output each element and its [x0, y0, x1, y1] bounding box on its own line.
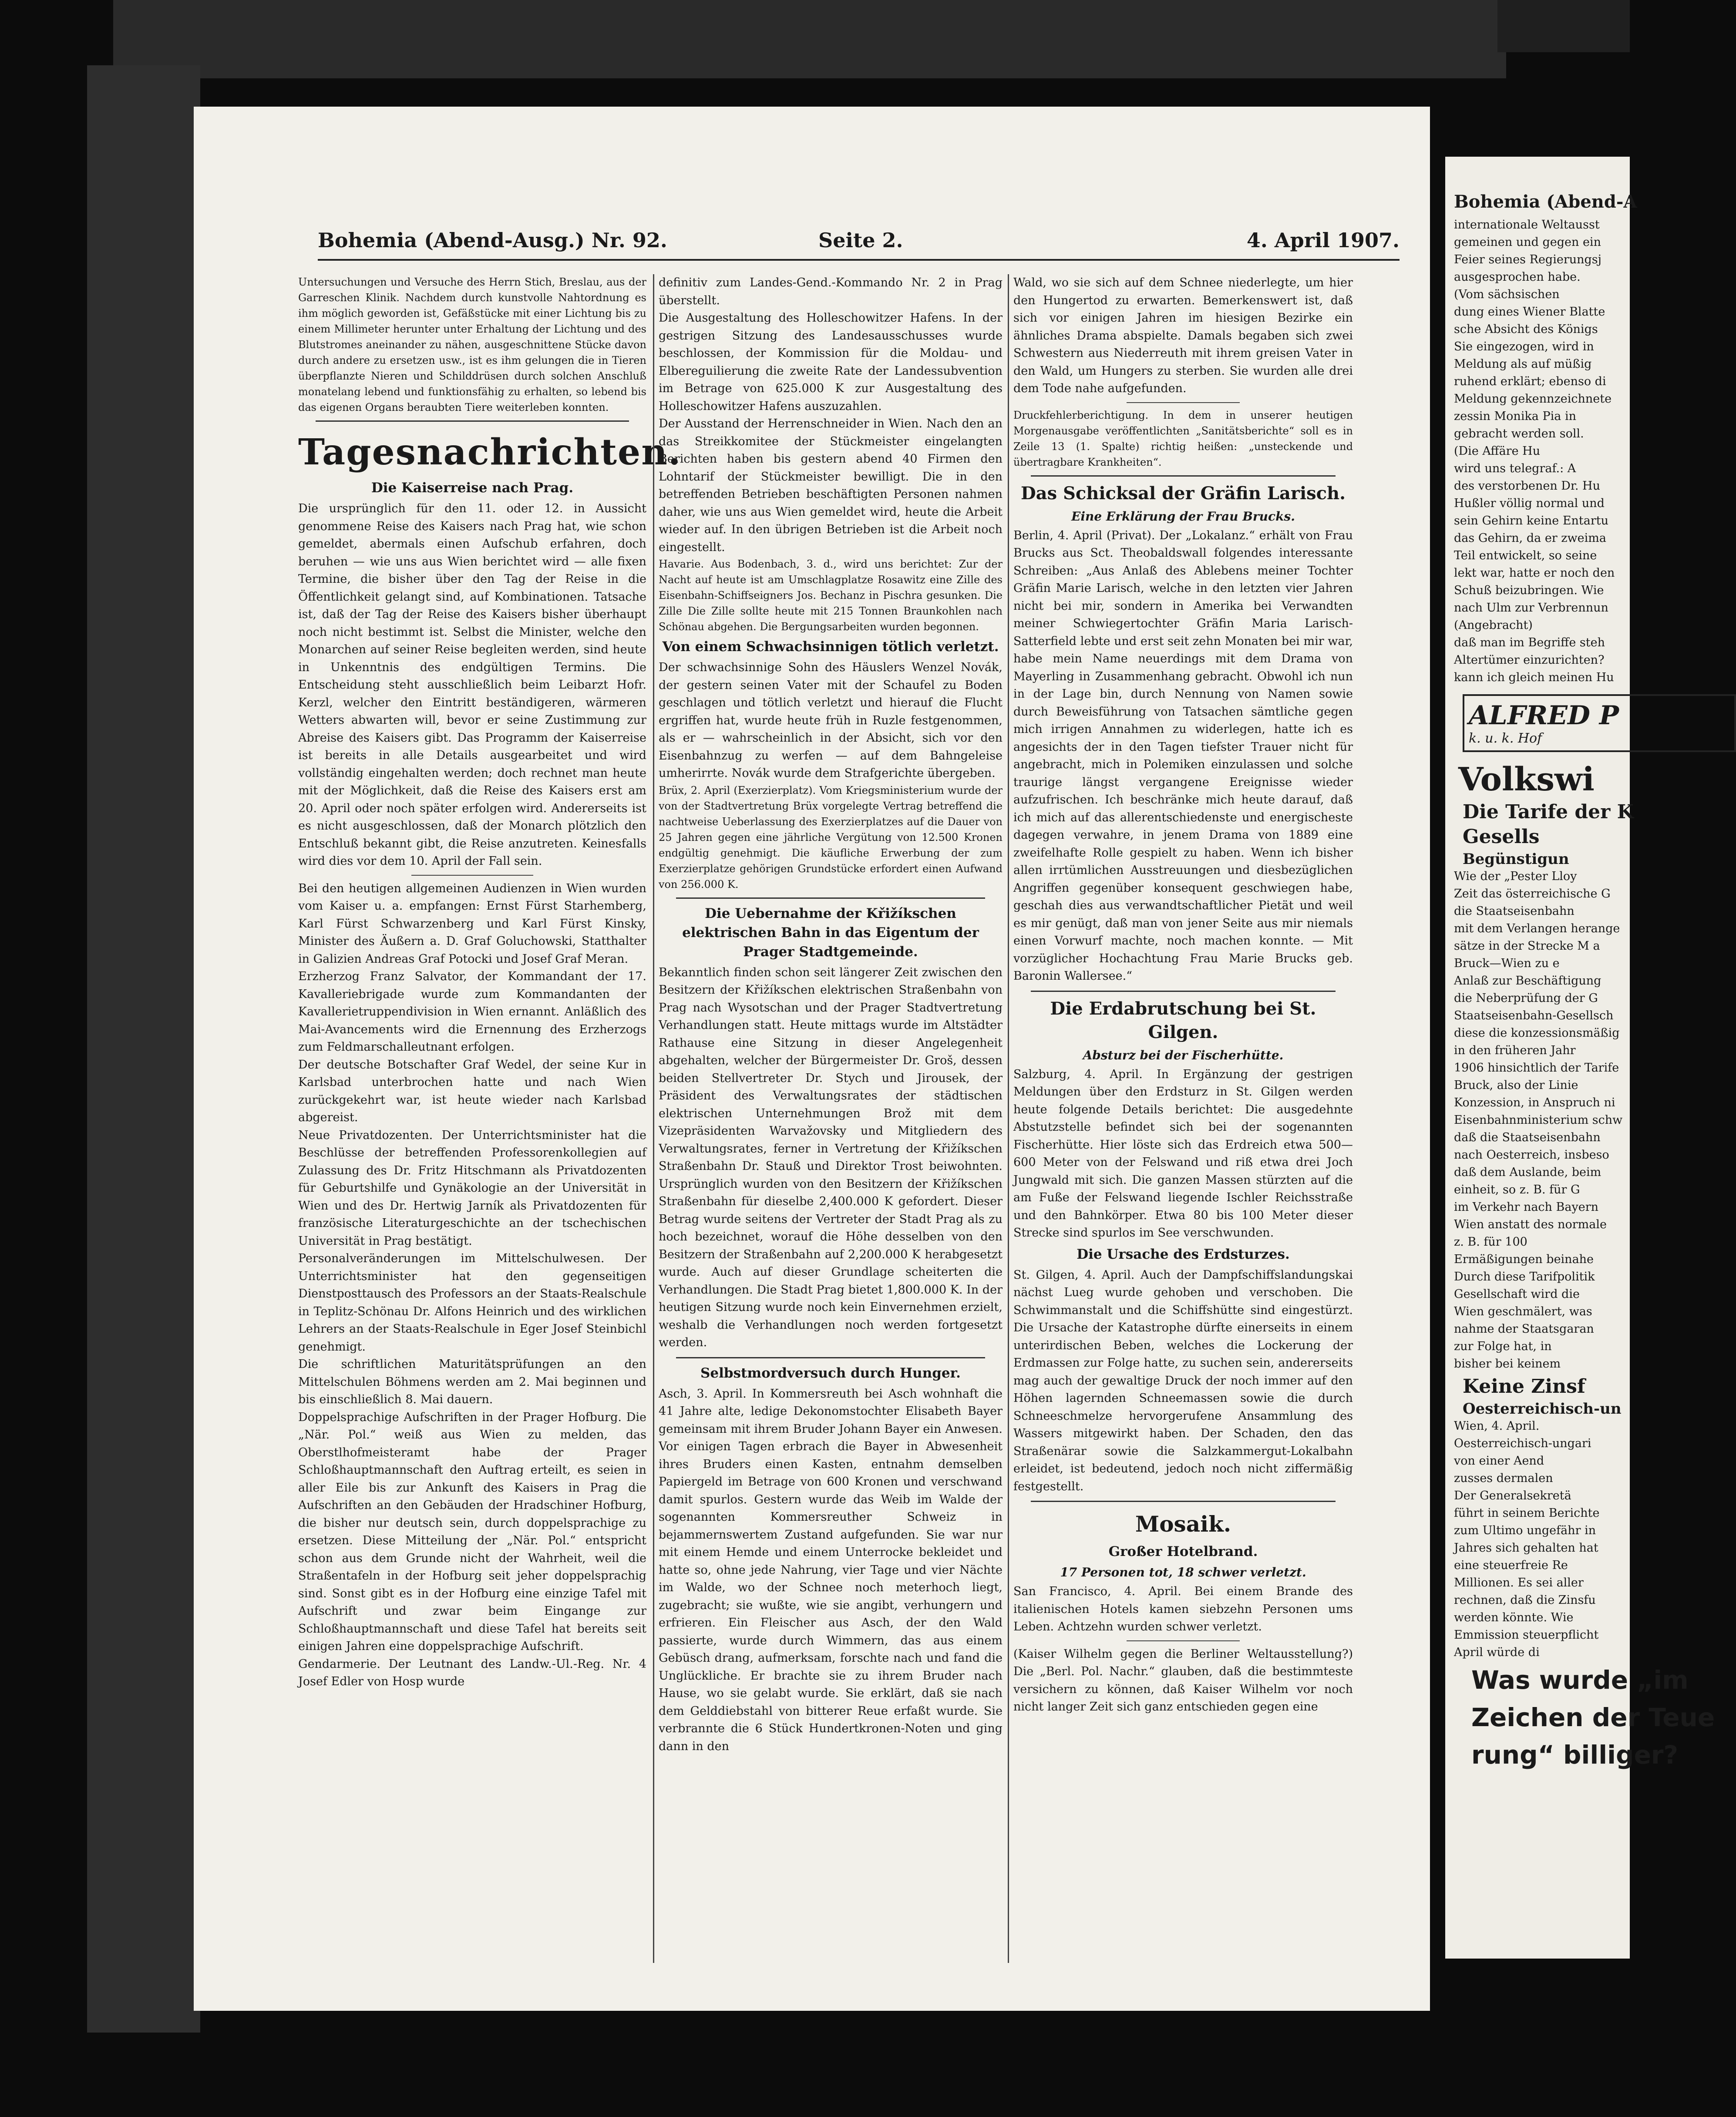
- column-1: [298, 274, 682, 1963]
- text-line: Sie eingezogen, wird in: [1454, 340, 1594, 353]
- article-headline-hotelbrand: Großer Hotelbrand.: [1108, 1544, 1258, 1559]
- article-erzherzog: Erzherzog Franz Salvator, der Kommandant der 17. Kavalleriebrigade wurde zum Kommandanten der Kavallerietruppendivision in Wien ernannt. Anläßlich des Mai-Avancements wird die Ernennung des Erzherzogs zum Feldmarschalleutnant erfolgen.: [298, 970, 646, 1054]
- text-line: Anlaß zur Beschäftigung: [1454, 974, 1601, 988]
- text-line: 1906 hinsichtlich der Tarife: [1454, 1061, 1619, 1075]
- article-body-kaiserreise: Die ursprünglich für den 11. oder 12. in Aussicht genommene Reise des Kaisers nach Prag hat, wie schon gemeldet, abermals einen Aufschub erfahren, doch beruhen — wie uns aus Wien berichtet wird — alle fixen Termine, die bisher über den Tag der Reise in die Öffentlichkeit gelangt sind, auf Kombinationen. Tatsache ist, daß der Tag der Reise des Kaisers bisher überhaupt noch nicht bestimmt ist. Selbst die Minister, welche den Monarchen auf seiner Reise begleiten werden, sind heute in Unkenntnis des endgültigen Termins. Die Entscheidung steht ausschließlich beim Leibarzt Hofr. Kerzl, welcher den Eintritt beständigeren, wärmeren Wetters abwarten will, bevor er seine Zustimmung zur Abreise des Kaisers gibt. Das Programm der Kaiserreise ist bereits in alle Details ausgearbeitet und wird vollständig eingehalten werden; doch rechnet man heute mit der Möglichkeit, daß die Reise des Kaisers erst am 20. April oder noch später erfolgen wird. Andererseits ist es nicht ausgeschlossen, daß der Monarch plötzlich den Entschluß bekannt gibt, die Reise anzutreten. Keinesfalls wird dies vor dem 10. April der Fall sein.: [298, 502, 646, 868]
- text-line: April würde di: [1454, 1646, 1540, 1659]
- text-line: Millionen. Es sei aller: [1454, 1576, 1584, 1589]
- article-body-schwachsinnig: Der schwachsinnige Sohn des Häuslers Wenzel Novák, der gestern seinen Vater mit der Schaufel zu Boden geschlagen und tötlich verletzt und hierauf die Flucht ergriffen hat, wurde heute früh in Ruzle festgenommen, als er — wahrscheinlich in der Absicht, sich vor den Eisenbahnzug zu werfen — auf dem Bahngeleise umherirrte. Novák wurde dem Strafgerichte übergeben.: [659, 661, 1003, 780]
- text-line: Gesellschaft wird die: [1454, 1287, 1580, 1301]
- page-header: [318, 229, 1400, 261]
- text-line: in den früheren Jahr: [1454, 1044, 1576, 1057]
- text-line: gebracht werden soll.: [1454, 427, 1584, 440]
- text-line: die Staatseisenbahn: [1454, 904, 1575, 918]
- article-body-bahn: Bekanntlich finden schon seit längerer Zeit zwischen den Besitzern der Křižíkschen elektrischen Straßenbahn von Prag nach Wysotschan und der Prager Stadtvertretung Verhandlungen statt. Heute mittags wurde im Altstädter Rathause eine Sitzung in dieser Angelegenheit abgehalten, welcher der Bürgermeister Dr. Groš, dessen beiden Stellvertreter Dr. Stych und Jirousek, der Präsident des Verwaltungsrates der städtischen elektrischen Unternehmungen Brož mit dem Vizepräsidenten Warvažovsky und Mitgliedern des Verwaltungsrates, ferner in Vertretung der Křižíkschen Straßenbahn Dr. Stauß und Direktor Trost beiwohnten. Ursprünglich wurden von den Besitzern der Křižíkschen Straßenbahn für dieselbe 2,400.000 K gefordert. Dieser Betrag wurde seitens der Vertreter der Stadt Prag als zu hoch bezeichnet, worauf die Höhe desselben von den Besitzern der Straßenbahn auf 2,200.000 K herabgesetzt wurde. Auch auf dieser Grundlage scheiterten die Verhandlungen. Die Stadt Prag bietet 1,800.000 K. In der heutigen Sitzung wurde noch kein Einvernehmen erzielt, weshalb die Verhandlungen noch werden fortgesetzt werden.: [659, 965, 1003, 1349]
- text-line: eine steuerfreie Re: [1454, 1559, 1568, 1572]
- section-title-tagesnachrichten: Tagesnachrichten.: [298, 431, 682, 473]
- text-line: internationale Weltausst: [1454, 218, 1600, 232]
- text-line: (Vom sächsischen: [1454, 288, 1560, 301]
- text-line: das Gehirn, da er zweima: [1454, 531, 1606, 545]
- divider: [1031, 475, 1336, 477]
- next-page-headline-2: Gesells: [1463, 826, 1540, 848]
- text-line: diese die konzessionsmäßig: [1454, 1026, 1620, 1040]
- text-line: Feier seines Regierungsj: [1454, 253, 1602, 266]
- article-body-erdabrutschung: Salzburg, 4. April. In Ergänzung der gestrigen Meldungen über den Erdsturz in St. Gilgen werden heute folgende Details berichtet: Die ausgedehnte Abstutzstelle befindet sich bei der sogenannten Fischerhütte. Hier löste sich das Erdreich etwa 500—600 Meter von der Felswand und riß etwa drei Joch Jungwald mit sich. Die ganzen Massen stürzten auf die am Fuße der Felswand liegende Ischler Reichsstraße und den Bahnkörper. Etwa 80 bis 100 Meter dieser Strecke sind spurlos im See verschwunden.: [1013, 1067, 1353, 1240]
- text-line: Teil entwickelt, so seine: [1454, 549, 1597, 562]
- article-headline-erdabrutschung: Die Erdabrutschung bei St. Gilgen.: [1050, 998, 1316, 1042]
- text-line: Jahres sich gehalten hat: [1454, 1541, 1598, 1555]
- text-line: daß die Staatseisenbahn: [1454, 1131, 1601, 1144]
- text-line: Oesterreichisch-ungari: [1454, 1437, 1591, 1450]
- text-line: Schuß beizubringen. Wie: [1454, 584, 1604, 597]
- article-body-ursache: St. Gilgen, 4. April. Auch der Dampfschiffslandungskai nächst Lueg wurde gehoben und verschoben. Die Schwimmanstalt und die Schiffshütte sind eingestürzt. Die Ursache der Katastrophe dürfte einerseits in einem unterirdischen Beben, welches die Lockerung der Erdmassen zur Folge hatte, zu suchen sein, andererseits mag auch der gewaltige Druck der noch immer auf den Höhen lagernden Schneemassen sowie die durch Schneeschmelze hervorgerufene Ansammlung des Wassers mitgewirkt haben. Der Schaden, den das Straßenärar sowie die Salzkammergut-Lokalbahn erleidet, ist bedeutend, jedoch noch nicht ziffermäßig festgestellt.: [1013, 1268, 1353, 1493]
- advertisement-box: [1463, 694, 1736, 752]
- next-page-partial: [1445, 157, 1715, 1959]
- article-headline-larisch: Das Schicksal der Gräfin Larisch.: [1020, 483, 1346, 504]
- section-title-mosaik: Mosaik.: [1135, 1511, 1231, 1537]
- text-line: zur Folge hat, in: [1454, 1340, 1552, 1353]
- divider: [1127, 402, 1240, 403]
- next-page-section-title: Volkswi: [1458, 761, 1595, 798]
- article-havarie: Havarie. Aus Bodenbach, 3. d., wird uns berichtet: Zur der Nacht auf heute ist am Umschlagplatze Rosawitz eine Zille des Eisenbahn-Schiffseigners Jos. Bechanz in Pischra gesunken. Die Zille Die Zille sollte heute mit 215 Tonnen Braunkohlen nach Schönau abgehen. Die Bergungsarbeiten wurden begonnen.: [659, 558, 1003, 633]
- article-maturitaet: Die schriftlichen Maturitätsprüfungen an den Mittelschulen Böhmens werden am 2. Mai beginnen und bis einschließlich 8. Mai dauern.: [298, 1358, 646, 1406]
- article-body-hotelbrand: San Francisco, 4. April. Bei einem Brande des italienischen Hotels kamen siebzehn Personen ums Leben. Achtzehn wurden schwer verletzt.: [1013, 1585, 1353, 1633]
- text-line: nach Ulm zur Verbrennun: [1454, 601, 1608, 615]
- text-line: Meldung gekennzeichnete: [1454, 392, 1612, 406]
- text-line: von einer Aend: [1454, 1454, 1544, 1468]
- article-headline-selbstmord: Selbstmordversuch durch Hunger.: [700, 1365, 961, 1381]
- article-ausstand: Der Ausstand der Herrenschneider in Wien. Nach den an das Streikkomitee der Stückmeister eingelangten Berichten haben bis gestern abend 40 Firmen den Lohntarif der Stückmeister bewilligt. Die in den betreffenden Betrieben beschäftigten Personen nahmen daher, wie uns aus Wien gemeldet wird, heute die Arbeit wieder auf. In den übrigen Betrieben ist die Arbeit noch eingestellt.: [659, 417, 1003, 554]
- text-line: Der Generalsekretä: [1454, 1489, 1571, 1502]
- text-line: Staatseisenbahn-Gesellsch: [1454, 1009, 1614, 1022]
- article-hafen: Die Ausgestaltung des Holleschowitzer Hafens. In der gestrigen Sitzung des Landesausschusses wurde beschlossen, der Kommission für die Moldau- und Elbereguilierung die zweite Rate der Landessubvention im Betrage von 625.000 K zur Ausgestaltung des Holleschowitzer Hafens auszuzahlen.: [659, 311, 1003, 413]
- next-page-text-block: [1445, 868, 1630, 1373]
- text-line: gemeinen und gegen ein: [1454, 235, 1601, 249]
- article-botschafter: Der deutsche Botschafter Graf Wedel, der seine Kur in Karlsbad unterbrochen hatte und nach Wien zurückgekehrt war, ist heute wieder nach Karlsbad abgereist.: [298, 1058, 646, 1124]
- ad-text-line: Zeichen der Teue: [1471, 1703, 1715, 1732]
- text-line: Eisenbahnministerium schw: [1454, 1113, 1623, 1127]
- article-continuation: definitiv zum Landes-Gend.-Kommando Nr. 2 in Prag überstellt.: [659, 276, 1003, 307]
- header-page-number: Seite 2.: [818, 229, 903, 252]
- article-personalveraenderungen: Personalveränderungen im Mittelschulwesen. Der Unterrichtsminister hat den gegenseitigen Dienstposttausch des Professors an der Staats-Realschule in Teplitz-Schönau Dr. Alfons Heinrich und des wirklichen Lehrers an der Staats-Realschule in Eger Josef Steinbichl genehmigt.: [298, 1252, 646, 1354]
- header-date: 4. April 1907.: [1246, 229, 1400, 252]
- text-line: Wien, 4. April.: [1454, 1419, 1540, 1433]
- text-line: Konzession, in Anspruch ni: [1454, 1096, 1615, 1109]
- text-line: rechnen, daß die Zinsfu: [1454, 1593, 1596, 1607]
- text-line: einheit, so z. B. für G: [1454, 1183, 1580, 1196]
- next-page-text-block: [1445, 216, 1630, 686]
- article-gendarmerie: Gendarmerie. Der Leutnant des Landw.-Ul.-Reg. Nr. 4 Josef Edler von Hosp wurde: [298, 1657, 646, 1688]
- text-line: z. B. für 100: [1454, 1235, 1527, 1249]
- text-line: kann ich gleich meinen Hu: [1454, 671, 1614, 684]
- film-strip-right: [1497, 0, 1630, 52]
- article-body-selbstmord: Asch, 3. April. In Kommersreuth bei Asch wohnhaft die 41 Jahre alte, ledige Dekonomstochter Elisabeth Bayer gemeinsam mit ihrem Bruder Johann Bayer ein Anwesen. Vor einigen Tagen erbrach die Bayer in Abwesenheit ihres Bruders einen Kasten, entnahm demselben Papiergeld im Betrage von 600 Kronen und verschwand damit spurlos. Gestern wurde das Weib im Walde der sogenannten Kommersreuther Schweiz in bejammernswertem Zustand aufgefunden. Sie war nur mit einem Hemde und einem Unterrocke bekleidet und hatte so, ohne jede Nahrung, vier Tage und vier Nächte im Walde, wo der Schnee noch meterhoch liegt, zugebracht; sie wußte, wie sie angibt, verhungern und erfrieren. Ein Fleischer aus Asch, der den Wald passierte, wurde durch Wimmern, das aus einem Gebüsch drang, aufmerksam, forschte nach und fand die Unglückliche. Er brachte sie zu ihrem Bruder nach Hause, wo sie gelabt wurde. Sie erklärt, daß sie nach dem Gelddiebstahl von bitterer Reue erfaßt wurde. Sie verbrannte die 6 Stück Hundertkronen-Noten und ging dann in den: [659, 1387, 1003, 1753]
- text-line: werden könnte. Wie: [1454, 1611, 1574, 1624]
- text-line: Wien geschmälert, was: [1454, 1305, 1592, 1318]
- column-2: [653, 274, 1003, 1963]
- next-page-subheadline-zinsfuss: Oesterreichisch-un: [1463, 1400, 1622, 1418]
- text-line: führt in seinem Berichte: [1454, 1506, 1600, 1520]
- ad-text-line: rung“ billiger?: [1471, 1740, 1679, 1770]
- text-line: mit dem Verlangen herange: [1454, 922, 1620, 935]
- text-line: zessin Monika Pia in: [1454, 410, 1576, 423]
- divider: [676, 897, 985, 899]
- text-line: ruhend erklärt; ebenso di: [1454, 375, 1606, 388]
- text-line: Wie der „Pester Lloy: [1454, 870, 1577, 883]
- advertisement-big-text: [1445, 1661, 1715, 1774]
- article-brux: Brüx, 2. April (Exerzierplatz). Vom Kriegsministerium wurde der von der Stadtvertretung Brüx vorgelegte Vertrag betreffend die nachtweise Ueberlassung des Exerzierplatzes auf die Dauer von 25 Jahren gegen eine jährliche Vergütung von 12.500 Kronen endgültig genehmigt. Die käufliche Erwerbung der zum Exerzierplatze gehörigen Grundstücke erfordert einen Aufwand von 256.000 K.: [659, 784, 1003, 890]
- header-paper-title: Bohemia (Abend-Ausg.) Nr. 92.: [318, 229, 667, 252]
- text-line: des verstorbenen Dr. Hu: [1454, 479, 1600, 493]
- ad-company-subtitle: k. u. k. Hof: [1469, 731, 1542, 746]
- divider: [1127, 1640, 1240, 1641]
- text-line: Wien anstatt des normale: [1454, 1218, 1607, 1231]
- article-headline-bahn: Die Uebernahme der Křižíkschen elektrischen Bahn in das Eigentum der Prager Stadtgemeinde.: [682, 905, 979, 960]
- article-subheadline-larisch: Eine Erklärung der Frau Brucks.: [1071, 509, 1295, 524]
- divider: [1031, 1501, 1336, 1502]
- text-line: sein Gehirn keine Entartu: [1454, 514, 1609, 528]
- text-line: Zeit das österreichische G: [1454, 887, 1611, 901]
- text-line: Durch diese Tarifpolitik: [1454, 1270, 1595, 1284]
- divider: [676, 1357, 985, 1358]
- next-page-headline-zinsfuss: Keine Zinsf: [1463, 1375, 1585, 1398]
- text-line: Altertümer einzurichten?: [1454, 653, 1605, 667]
- text-line: bisher bei keinem: [1454, 1357, 1561, 1371]
- article-subheadline-hotelbrand: 17 Personen tot, 18 schwer verletzt.: [1060, 1565, 1306, 1579]
- divider: [316, 420, 629, 422]
- text-line: die Neberprüfung der G: [1454, 991, 1598, 1005]
- ad-company-name: ALFRED P: [1469, 700, 1619, 731]
- text-line: Meldung als auf müßig: [1454, 357, 1592, 371]
- divider: [1031, 991, 1336, 992]
- text-line: Ermäßigungen beinahe: [1454, 1253, 1594, 1266]
- newspaper-page: [194, 107, 1430, 2011]
- text-line: wird uns telegraf.: A: [1454, 462, 1576, 475]
- text-line: zum Ultimo ungefähr in: [1454, 1524, 1596, 1537]
- next-page-subheadline: Begünstigun: [1463, 850, 1569, 868]
- article-headline-ursache: Die Ursache des Erdsturzes.: [1077, 1246, 1290, 1262]
- text-line: daß man im Begriffe steh: [1454, 636, 1605, 649]
- text-line: daß dem Auslande, beim: [1454, 1166, 1601, 1179]
- article-kaiser-wilhelm: (Kaiser Wilhelm gegen die Berliner Weltausstellung?) Die „Berl. Pol. Nachr.“ glauben, daß die bestimmteste versichern zu können, daß Kaiser Wilhelm vor noch nicht langer Zeit sich ganz entschieden gegen eine: [1013, 1647, 1353, 1714]
- text-line: Hußler völlig normal und: [1454, 497, 1605, 510]
- text-line: zusses dermalen: [1454, 1472, 1553, 1485]
- text-line: Emmission steuerpflicht: [1454, 1628, 1599, 1642]
- article-audienzen: Bei den heutigen allgemeinen Audienzen in Wien wurden vom Kaiser u. a. empfangen: Ernst Fürst Starhemberg, Karl Fürst Schwarzenberg und Karl Fürst Kinsky, Minister des Äußern a. D. Graf Goluchowski, Statthalter in Galizien Andreas Graf Potocki und Josef Graf Meran.: [298, 881, 646, 966]
- text-line: lekt war, hatte er noch den: [1454, 566, 1615, 580]
- article-druckfehler: Druckfehlerberichtigung. In dem in unserer heutigen Morgenausgabe veröffentlichten „Sanitätsberichte“ soll es in Zeile 13 (1. Spalte) richtig heißen: „unsteckende und übertragbare Krankheiten“.: [1013, 409, 1353, 468]
- next-page-header: Bohemia (Abend-A: [1454, 192, 1637, 212]
- text-line: ausgesprochen habe.: [1454, 270, 1581, 284]
- article-subheadline-erdabrutschung: Absturz bei der Fischerhütte.: [1083, 1048, 1284, 1062]
- article-body-larisch: Berlin, 4. April (Privat). Der „Lokalanz.“ erhält von Frau Brucks aus Sct. Theobaldswall folgendes interessante Schreiben: „Aus Anlaß des Ablebens meiner Tochter Gräfin Marie Larisch, welche in den letzten vier Jahren nicht bei mir, sondern in Amerika bei Verwandten meiner Schwiegertochter Gräfin Maria Larisch-Satterfield lebte und erst seit zehn Monaten bei mir war, habe mein Name neuerdings mit dem Drama von Mayerling in Zusammenhang gebracht. Obwohl ich nun in der Lage bin, durch Nennung von Namen sowie durch Beweisführung von Tatsachen sämtliche gegen mich irrigen Annahmen zu widerlegen, hatte ich es angesichts der in den Tagen tiefster Trauer nicht für angebracht, mich in Polemiken einzulassen und solche traurige längst vergangene Ereignisse wieder aufzufrischen. Ich beschränke mich heute darauf, daß ich mich auf das allerentschiedenste und energischeste dagegen verwahre, in jenem Drama von 1889 eine zweifelhafte Rolle gespielt zu haben. Wenn ich bisher allen irrtümlichen Ausstreuungen und diesbezüglichen Angriffen gegenüber konsequent geschwiegen habe, geschah dies aus verwandtschaftlicher Pietät und weil es mir genügt, daß man von jener Seite aus mir niemals einen Vorwurf machte, noch machen konnte. — Mit vorzüglicher Hochachtung Frau Marie Brucks geb. Baronin Wallersee.“: [1013, 528, 1353, 983]
- article-headline-kaiserreise: Die Kaiserreise nach Prag.: [371, 480, 574, 496]
- text-line: Bruck—Wien zu e: [1454, 957, 1560, 970]
- next-page-headline: Die Tarife der K: [1463, 801, 1634, 823]
- text-line: (Die Affäre Hu: [1454, 444, 1541, 458]
- film-strip-top: [113, 0, 1506, 78]
- article-continuation: Wald, wo sie sich auf dem Schnee niederlegte, um hier den Hungertod zu erwarten. Bemerkenswert ist, daß sich vor einigen Jahren im hiesigen Bezirke ein ähnliches Drama abspielte. Damals begaben sich zwei Schwestern aus Niederreuth mit ihrem greisen Vater in den Wald, um Hungers zu sterben. Sie wurden alle drei dem Tode nahe aufgefunden.: [1013, 276, 1353, 395]
- article-doppelsprachig: Doppelsprachige Aufschriften in der Prager Hofburg. Die „När. Pol.“ weiß aus Wien zu melden, das Oberstlhofmeisteramt habe der Prager Schloßhauptmannschaft den Auftrag erteilt, es seien in aller Eile bis zur Ankunft des Kaisers in Prag die Aufschriften an den Gebäuden der Hradschiner Hofburg, die bisher nur deutsch sein, durch doppelsprachige zu ersetzen. Diese Mitteilung der „När. Pol.“ entspricht schon aus dem Grunde nicht der Wahrheit, weil die Straßentafeln in der Hofburg seit jeher doppelsprachig sind. Sonst gibt es in der Hofburg eine einzige Tafel mit Aufschrift und zwar beim Eingange zur Schloßhauptmannschaft und diese Tafel hat bereits seit einigen Jahren eine doppelsprachige Aufschrift.: [298, 1410, 646, 1653]
- article-headline-schwachsinnig: Von einem Schwachsinnigen tötlich verletzt.: [662, 639, 999, 655]
- article-continuation: Untersuchungen und Versuche des Herrn Stich, Breslau, aus der Garreschen Klinik. Nachdem durch kunstvolle Nahtordnung es ihm möglich geworden ist, Gefäßstücke mit einer Lichtung bis zu einem Millimeter herunter unter Erhaltung der Lichtung und des Blutstromes aneinander zu nähen, ausgeschnittene Stücke davon durch andere zu ersetzen usw., ist es ihm gelungen die in Tieren überpflanzte Nieren und Schilddrüsen durch solchen Anschluß monatelang lebend und funktionsfähig zu erhalten, so lebend bis das eigenen Organs beraubten Tiere weiterleben konnten.: [298, 276, 646, 413]
- text-line: dung eines Wiener Blatte: [1454, 305, 1605, 319]
- text-line: sche Absicht des Königs: [1454, 323, 1598, 336]
- text-line: nahme der Staatsgaran: [1454, 1322, 1594, 1336]
- text-line: (Angebracht): [1454, 618, 1533, 632]
- column-3: [1008, 274, 1353, 1963]
- film-strip-left: [87, 65, 200, 2033]
- divider: [411, 875, 533, 876]
- next-page-text-block: [1445, 1418, 1630, 1661]
- text-line: Bruck, also der Linie: [1454, 1079, 1578, 1092]
- article-privatdozenten: Neue Privatdozenten. Der Unterrichtsminister hat die Beschlüsse der betreffenden Professorenkollegien auf Zulassung des Dr. Fritz Hitschmann als Privatdozenten für Geburtshilfe und Gynäkologie an der Universität in Wien und des Dr. Hertwig Jarník als Privatdozenten für französische Literaturgeschichte an der tschechischen Universität in Prag bestätigt.: [298, 1128, 646, 1248]
- ad-text-line: Was wurde „im: [1471, 1665, 1689, 1695]
- text-line: sätze in der Strecke M a: [1454, 939, 1600, 953]
- text-line: im Verkehr nach Bayern: [1454, 1200, 1598, 1214]
- text-line: nach Oesterreich, insbeso: [1454, 1148, 1609, 1162]
